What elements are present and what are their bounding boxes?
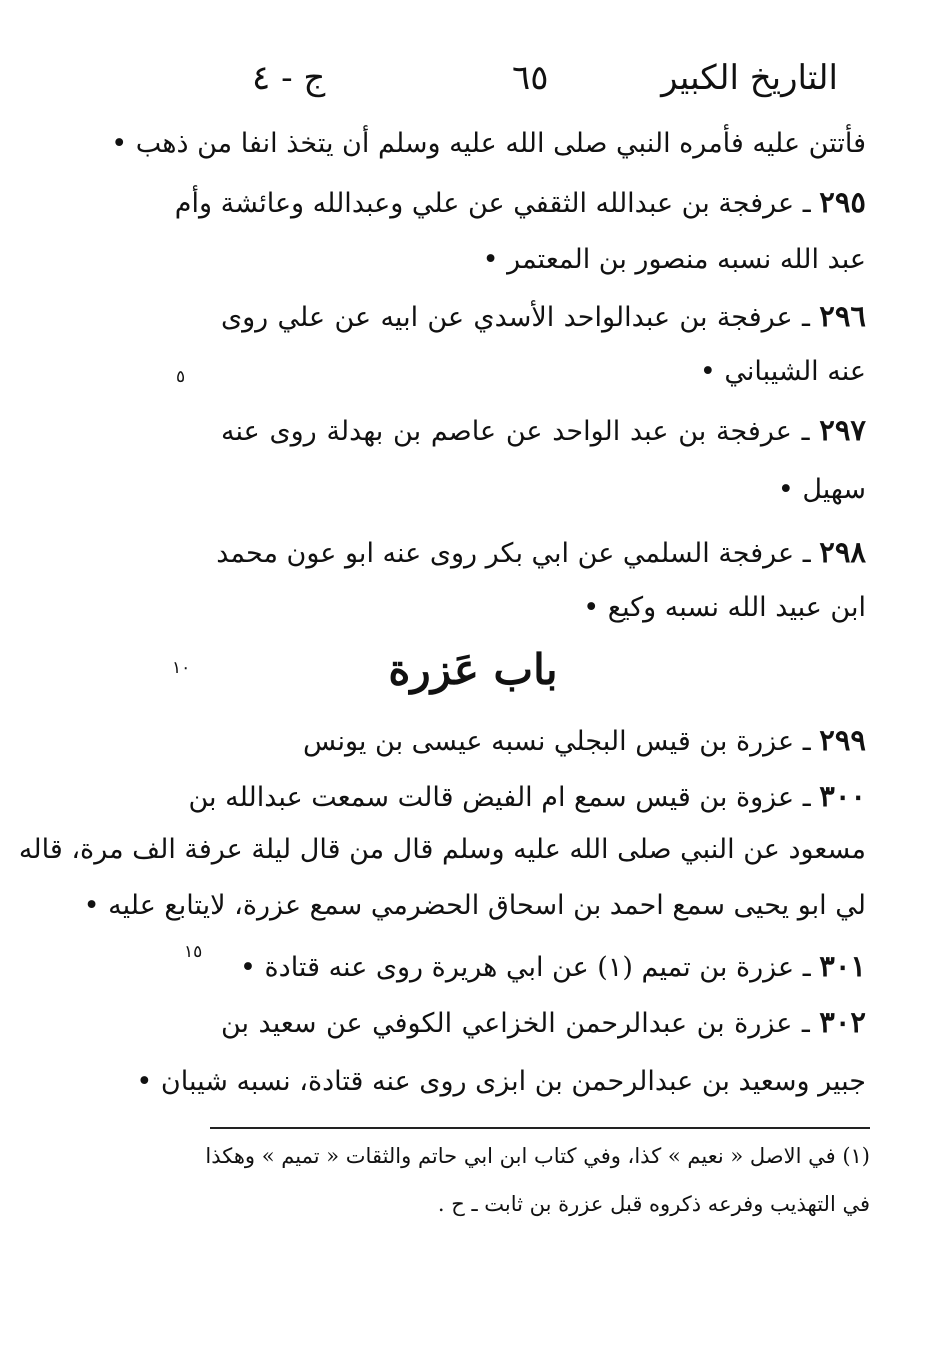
text-line: عبد الله نسبه منصور بن المعتمر • [482, 244, 866, 275]
entry-dash: ـ [802, 188, 811, 219]
text-line: عنه الشيباني • [699, 356, 866, 387]
text-line: جبير وسعيد بن عبدالرحمن بن ابزى روى عنه قتادة، نسبه شيبان • [136, 1066, 866, 1097]
page-number: ٦٥ [512, 58, 549, 98]
entry-text: عزرة بن تميم (١) عن ابي هريرة روى عنه قتادة • [240, 952, 795, 983]
entry-text: عرفجة السلمي عن ابي بكر روى عنه ابو عون محمد [216, 538, 795, 569]
footnote-line: (١) في الاصل « نعيم » كذا، وفي كتاب ابن ابي حاتم والثقات « تميم » وهكذا [205, 1144, 870, 1168]
entry-298-line [216, 530, 866, 574]
entry-dash: ـ [802, 726, 811, 757]
entry-number: ٢٩٦ [819, 299, 866, 333]
entry-302-line [221, 1000, 866, 1044]
entry-text: عرفجة بن عبد الواحد عن عاصم بن بهدلة روى عنه [221, 416, 792, 447]
entry-297-line [221, 408, 866, 452]
entry-text: عرفجة بن عبدالواحد الأسدي عن ابيه عن علي روى [221, 302, 793, 333]
entry-number: ٢٩٨ [819, 535, 866, 569]
entry-dash: ـ [801, 302, 810, 333]
entry-299-line [221, 718, 866, 762]
chapter-heading: باب عَزرة [388, 645, 558, 694]
entry-number: ٣٠٢ [819, 1005, 866, 1039]
margin-line-number: ٥ [176, 367, 186, 387]
entry-295-line [174, 180, 866, 224]
entry-301-line [221, 944, 866, 988]
entry-text: عزرة بن قيس البجلي نسبه عيسى بن يونس [303, 726, 795, 757]
entry-dash: ـ [801, 416, 810, 447]
footnote-line: في التهذيب وفرعه ذكروه قبل عزرة بن ثابت ـ ح . [437, 1192, 870, 1216]
entry-text: عزوة بن قيس سمع ام الفيض قالت سمعت عبدالله بن [188, 782, 795, 813]
entry-dash: ـ [801, 1008, 810, 1039]
entry-296-line [221, 294, 866, 338]
text-line: سهيل • [777, 474, 866, 505]
text-line: لي ابو يحيى سمع احمد بن اسحاق الحضرمي سمع عزرة، لايتابع عليه • [83, 890, 866, 921]
margin-line-number: ١٠ [172, 658, 191, 678]
entry-number: ٣٠١ [819, 949, 866, 983]
entry-text: عزرة بن عبدالرحمن الخزاعي الكوفي عن سعيد بن [221, 1008, 793, 1039]
footnote-divider [210, 1127, 870, 1129]
entry-300-line [188, 774, 866, 818]
text-line: مسعود عن النبي صلى الله عليه وسلم قال من قال ليلة عرفة الف مرة، قاله [18, 834, 866, 865]
entry-number: ٢٩٩ [819, 723, 866, 757]
volume-label: ج - ٤ [252, 58, 326, 98]
entry-dash: ـ [802, 782, 811, 813]
entry-number: ٢٩٧ [819, 413, 866, 447]
text-line: ابن عبيد الله نسبه وكيع • [583, 592, 866, 623]
book-title: التاريخ الكبير [661, 58, 838, 98]
text-line: فأتتن عليه فأمره النبي صلى الله عليه وسلم أن يتخذ انفا من ذهب • [111, 128, 866, 159]
entry-dash: ـ [802, 538, 811, 569]
entry-text: عرفجة بن عبدالله الثقفي عن علي وعبدالله وعائشة وأم [174, 188, 795, 219]
entry-number: ٣٠٠ [819, 779, 866, 813]
entry-dash: ـ [802, 952, 811, 983]
entry-number: ٢٩٥ [819, 185, 866, 219]
margin-line-number: ١٥ [184, 942, 203, 962]
